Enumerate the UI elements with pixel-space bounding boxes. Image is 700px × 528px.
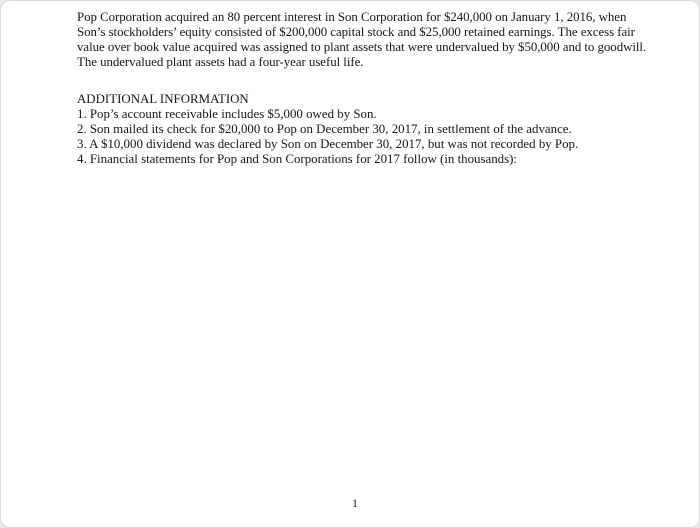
additional-info-list xyxy=(77,107,578,167)
list-item: 1. Pop’s account receivable includes $5,000 owed by Son. xyxy=(77,107,377,121)
list-item: 3. A $10,000 dividend was declared by Son on December 30, 2017, but was not recorded by Pop. xyxy=(77,137,579,151)
page-number: 1 xyxy=(352,496,358,510)
list-item: 2. Son mailed its check for $20,000 to Pop on December 30, 2017, in settlement of the advance. xyxy=(77,122,572,136)
additional-info-heading: ADDITIONAL INFORMATION xyxy=(77,92,249,106)
list-item: 4. Financial statements for Pop and Son Corporations for 2017 follow (in thousands): xyxy=(77,152,518,166)
intro-paragraph: Pop Corporation acquired an 80 percent interest in Son Corporation for $240,000 on January 1, 2016, when Son’s stockholders’ equity consisted of $200,000 capital stock and $25,000 retained earnings. The excess fair value over book value acquired was assigned to plant assets that were undervalued by $50,000 and to goodwill. The undervalued plant assets had a four-year useful life. xyxy=(77,10,647,69)
